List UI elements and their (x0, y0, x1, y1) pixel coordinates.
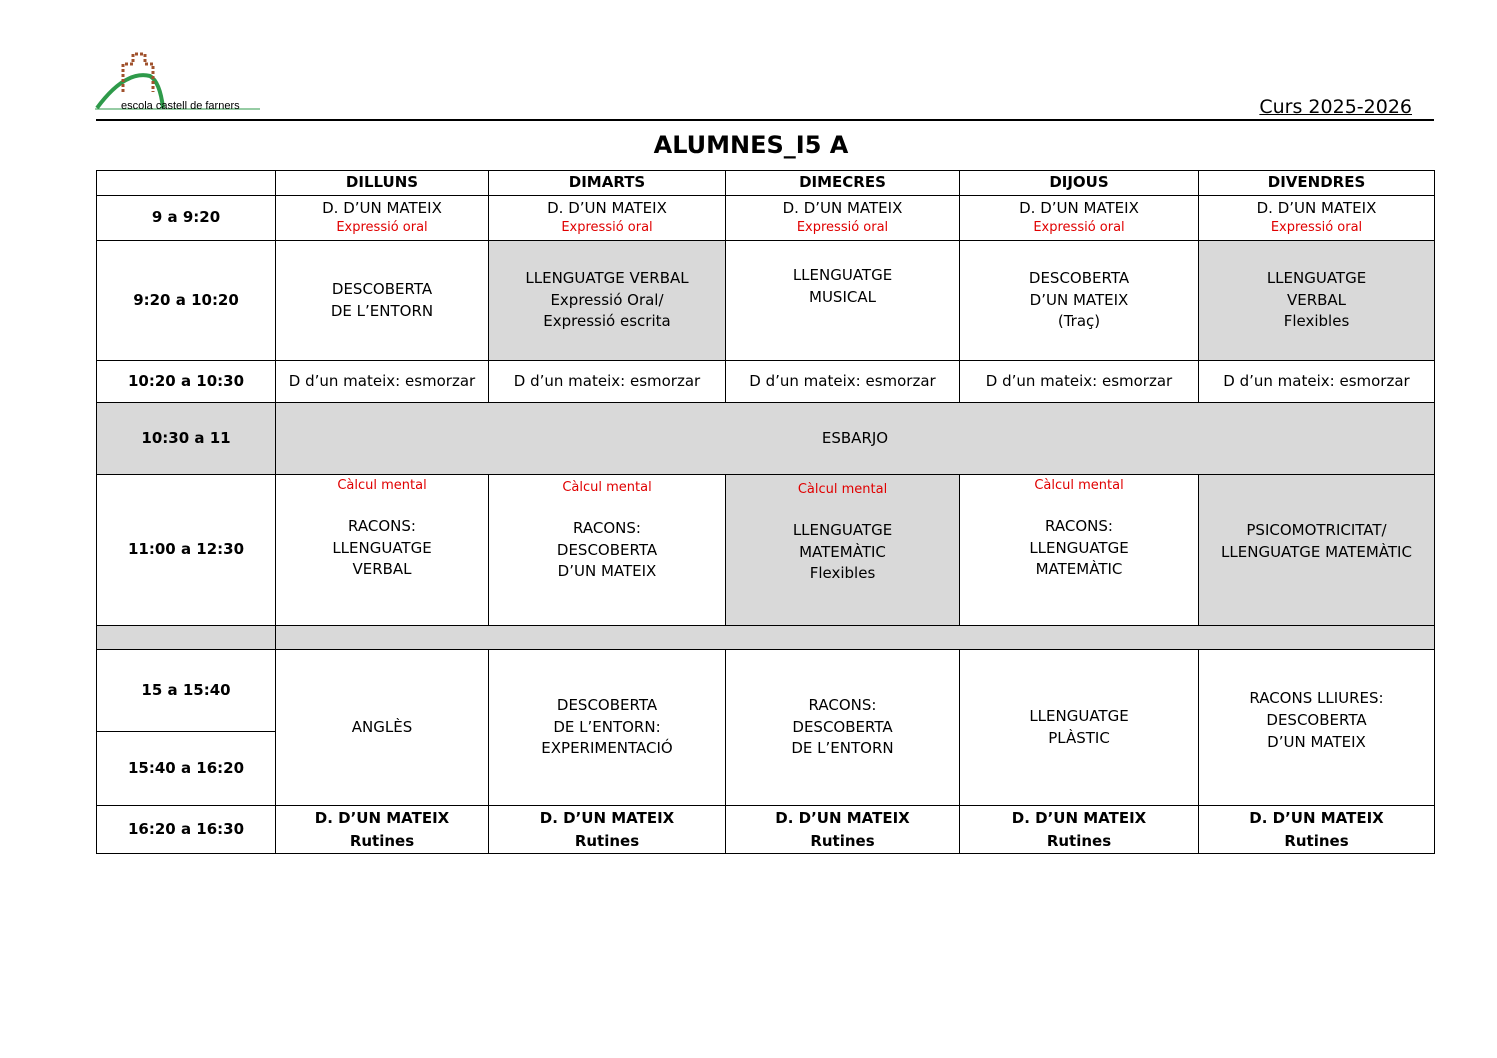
slot-line: LLENGUATGE VERBAL (525, 268, 689, 287)
slot-cell: D d’un mateix: esmorzar (276, 361, 489, 403)
school-logo (95, 50, 265, 116)
slot-sub: Càlcul mental (1034, 478, 1124, 493)
slot-sub: Rutines (349, 831, 415, 850)
recess-cell: ESBARJO (276, 403, 1435, 475)
page-title: ALUMNES_I5 A (653, 131, 849, 159)
slot-main: D. D’UN MATEIX (1011, 809, 1147, 827)
slot-line: RACONS: (348, 516, 416, 535)
slot-line: Flexibles (1283, 312, 1350, 331)
slot-cell (960, 650, 1199, 806)
slot-line: DESCOBERTA (556, 695, 658, 714)
slot-line: PSICOMOTRICITAT/ (1246, 521, 1387, 539)
slot-sub: Expressió oral (796, 220, 889, 236)
slot-line: D’UN MATEIX (557, 562, 657, 581)
slot-line: Flexibles (809, 564, 876, 583)
slot-line: LLENGUATGE (332, 538, 432, 557)
slot-line: VERBAL (1286, 290, 1347, 309)
slot-cell (960, 806, 1199, 854)
slot-sub: Rutines (1284, 831, 1349, 850)
slot-sub: Expressió oral (561, 220, 653, 236)
slot-cell (960, 196, 1199, 241)
slot-sub: Expressió oral (1033, 220, 1125, 236)
school-name: escola castell de farners (121, 100, 240, 112)
slot-cell (960, 475, 1199, 626)
day-monday: DILLUNS (276, 171, 489, 196)
slot-cell: D d’un mateix: esmorzar (489, 361, 726, 403)
slot-line: MUSICAL (809, 287, 876, 306)
slot-cell (276, 475, 489, 626)
slot-sub: Rutines (810, 831, 875, 850)
slot-cell (276, 806, 489, 854)
slot-sub: Expressió oral (1270, 220, 1363, 236)
slot-main: D. D’UN MATEIX (782, 198, 903, 217)
lunch-separator-row (97, 626, 1435, 650)
table-row (97, 361, 1435, 403)
slot-line: LLENGUATGE MATEMÀTIC (1221, 542, 1412, 561)
slot-line: DE L’ENTORN (791, 739, 894, 758)
slot-sub: Càlcul mental (562, 480, 652, 495)
slot-line: MATEMÀTIC (799, 542, 886, 561)
slot-main: D. D’UN MATEIX (547, 198, 667, 217)
slot-line: DESCOBERTA (556, 540, 658, 559)
day-header-row (97, 171, 1435, 196)
slot-cell (1199, 475, 1435, 626)
slot-line: DESCOBERTA (1028, 268, 1130, 287)
slot-cell: D d’un mateix: esmorzar (1199, 361, 1435, 403)
slot-line: VERBAL (352, 560, 412, 579)
slot-cell (489, 475, 726, 626)
time-cell: 15:40 a 16:20 (97, 732, 276, 806)
slot-sub: Rutines (1046, 831, 1112, 850)
time-cell: 16:20 a 16:30 (97, 806, 276, 854)
time-cell: 10:30 a 11 (97, 403, 276, 475)
slot-cell (1199, 806, 1435, 854)
table-row (97, 403, 1435, 475)
time-cell: 15 a 15:40 (97, 650, 276, 732)
slot-cell (726, 806, 960, 854)
slot-cell (276, 650, 489, 806)
slot-line: DE L’ENTORN: (553, 717, 661, 736)
slot-line: RACONS: (573, 518, 641, 537)
time-cell: 9:20 a 10:20 (97, 241, 276, 361)
slot-line: D’UN MATEIX (1029, 290, 1129, 309)
slot-main: D. D’UN MATEIX (1019, 198, 1139, 217)
table-row (97, 475, 1435, 626)
table-row (97, 650, 1435, 732)
header-divider (96, 119, 1434, 121)
slot-main: D. D’UN MATEIX (1256, 198, 1377, 217)
slot-line: DESCOBERTA (331, 279, 433, 298)
slot-cell (1199, 650, 1435, 806)
slot-line: LLENGUATGE (1266, 268, 1367, 287)
slot-line: PLÀSTIC (1048, 728, 1110, 747)
slot-main: D. D’UN MATEIX (314, 809, 450, 827)
slot-line: Expressió escrita (543, 312, 671, 331)
slot-line: DESCOBERTA (792, 717, 893, 736)
schedule-table (96, 170, 1435, 854)
slot-cell (960, 241, 1199, 361)
slot-main: D. D’UN MATEIX (539, 809, 675, 827)
slot-line: D’UN MATEIX (1267, 732, 1366, 751)
day-tuesday: DIMARTS (489, 171, 726, 196)
slot-cell (1199, 241, 1435, 361)
slot-sub: Càlcul mental (337, 478, 427, 493)
slot-cell (726, 475, 960, 626)
day-wednesday: DIMECRES (726, 171, 960, 196)
day-friday: DIVENDRES (1199, 171, 1435, 196)
slot-line: LLENGUATGE (1029, 538, 1129, 557)
slot-cell (489, 241, 726, 361)
slot-line: (Traç) (1057, 312, 1101, 331)
time-cell: 9 a 9:20 (97, 196, 276, 241)
slot-cell (726, 650, 960, 806)
separator-cell (97, 626, 276, 650)
slot-cell (726, 241, 960, 361)
slot-line: RACONS LLIURES: (1249, 689, 1384, 707)
slot-line: RACONS: (808, 695, 877, 714)
slot-line: LLENGUATGE (1029, 706, 1129, 725)
day-thursday: DIJOUS (960, 171, 1199, 196)
slot-line: RACONS: (1045, 516, 1113, 535)
slot-main: D. D’UN MATEIX (322, 198, 442, 217)
course-year: Curs 2025-2026 (1259, 96, 1412, 118)
slot-cell (276, 241, 489, 361)
separator-cell (276, 626, 1435, 650)
slot-line: DESCOBERTA (1266, 710, 1367, 729)
slot-line: MATEMÀTIC (1035, 560, 1123, 579)
slot-cell: D d’un mateix: esmorzar (726, 361, 960, 403)
corner-cell (97, 171, 276, 196)
time-cell: 11:00 a 12:30 (97, 475, 276, 626)
slot-sub: Rutines (574, 831, 640, 850)
slot-line: DE L’ENTORN (330, 301, 434, 320)
slot-line: ANGLÈS (351, 717, 413, 736)
slot-cell: D d’un mateix: esmorzar (960, 361, 1199, 403)
slot-cell (1199, 196, 1435, 241)
table-row (97, 196, 1435, 241)
slot-main: D. D’UN MATEIX (775, 809, 910, 827)
slot-cell (489, 806, 726, 854)
slot-cell (726, 196, 960, 241)
slot-line: LLENGUATGE (792, 520, 893, 539)
slot-cell (276, 196, 489, 241)
slot-line: LLENGUATGE (792, 266, 893, 284)
slot-cell (489, 650, 726, 806)
slot-cell (489, 196, 726, 241)
table-row (97, 241, 1435, 361)
table-row (97, 806, 1435, 854)
slot-line: Expressió Oral/ (550, 290, 664, 309)
time-cell: 10:20 a 10:30 (97, 361, 276, 403)
slot-main: D. D’UN MATEIX (1249, 809, 1384, 827)
slot-line: EXPERIMENTACIÓ (541, 739, 673, 758)
slot-sub: Expressió oral (336, 220, 428, 236)
slot-sub: Càlcul mental (797, 482, 888, 497)
